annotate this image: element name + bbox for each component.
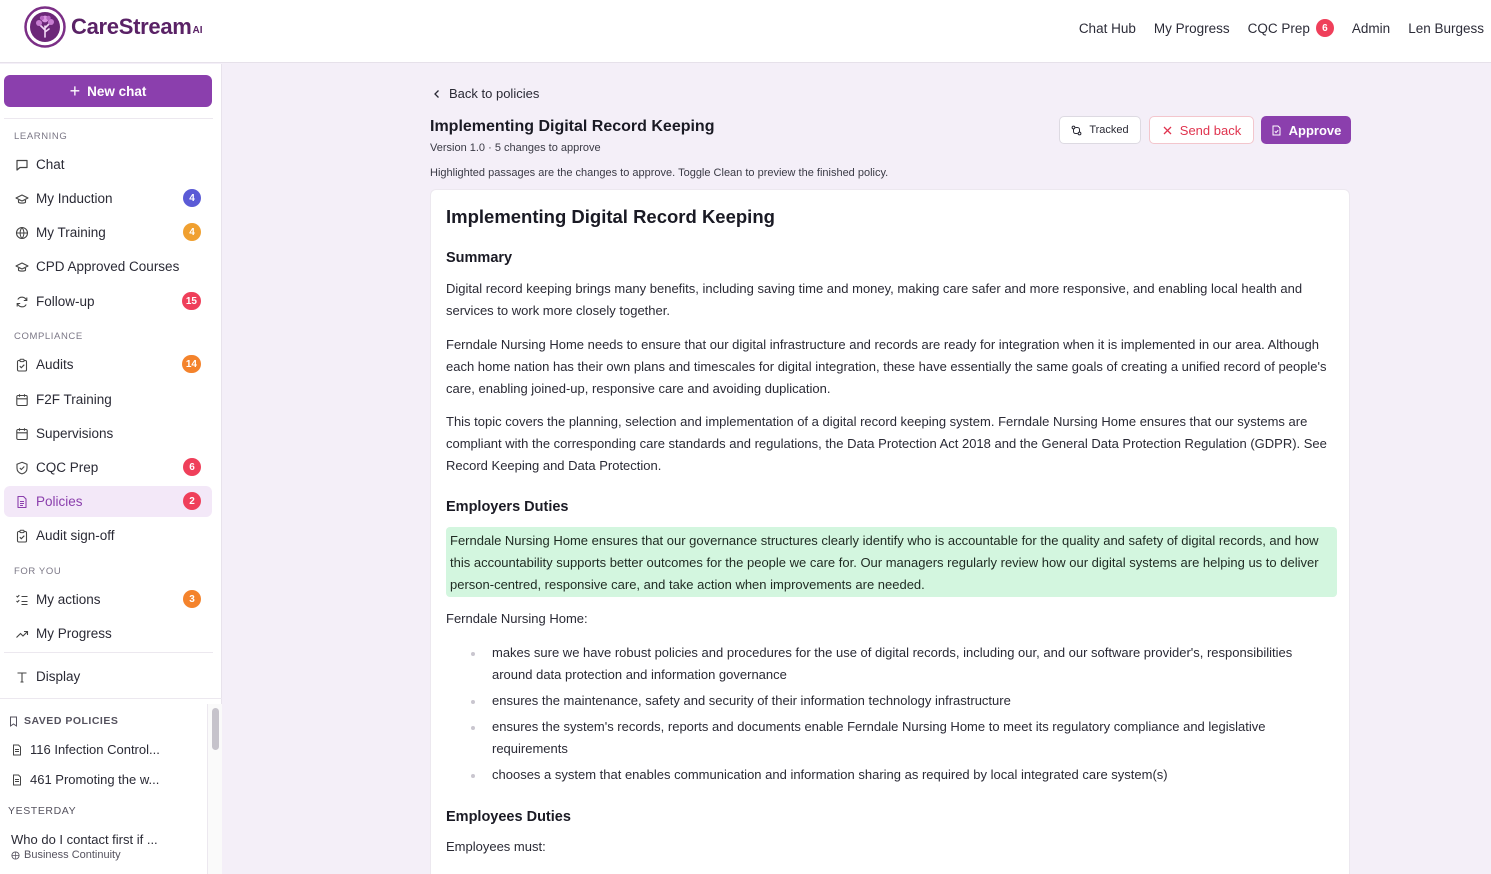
nav-cqc-prep-label: CQC Prep bbox=[1247, 20, 1310, 36]
employer-intro: Ferndale Nursing Home: bbox=[446, 611, 588, 626]
nav-chat-hub[interactable]: Chat Hub bbox=[1078, 20, 1136, 36]
chat-history-category bbox=[11, 849, 158, 861]
shield-check-icon bbox=[15, 461, 29, 475]
saved-policies-heading bbox=[8, 715, 118, 727]
chat-history-category-label: Business Continuity bbox=[24, 849, 121, 861]
list-checks-icon bbox=[15, 593, 29, 607]
document-title: Implementing Digital Record Keeping bbox=[446, 206, 775, 227]
actions-count-badge: 3 bbox=[183, 590, 201, 608]
summary-paragraph: Digital record keeping brings many benefits, including saving time and money, making care safer and more responsive, and enabling local health and services to work more closely together. bbox=[446, 281, 1303, 318]
training-count-badge: 4 bbox=[183, 223, 201, 241]
sidebar-item-label: F2F Training bbox=[36, 392, 112, 407]
clipboard-check-icon bbox=[15, 358, 29, 372]
sidebar-item-label: Supervisions bbox=[36, 426, 114, 441]
follow-up-count-badge: 15 bbox=[182, 292, 201, 310]
send-back-button[interactable] bbox=[1149, 116, 1254, 144]
sidebar-item-label: Policies bbox=[36, 494, 83, 509]
audits-count-badge: 14 bbox=[182, 355, 201, 373]
sidebar-item-label: My Training bbox=[36, 225, 106, 240]
graduation-cap-icon bbox=[15, 192, 29, 206]
sidebar-item-label: Follow-up bbox=[36, 294, 95, 309]
sidebar-item-label: Audit sign-off bbox=[36, 528, 115, 543]
version-info: Version 1.0 · 5 changes to approve bbox=[430, 142, 601, 154]
sidebar-item-policies[interactable] bbox=[4, 486, 212, 517]
list-item: makes sure we have robust policies and procedures for the use of digital records, including our, and our software provider's, responsibilities around data protection and information governance bbox=[471, 642, 1331, 686]
tracked-label: Tracked bbox=[1089, 124, 1129, 136]
employer-duties-list bbox=[471, 642, 1331, 790]
section-learning: LEARNING bbox=[14, 131, 68, 142]
policy-document bbox=[430, 189, 1350, 874]
sidebar-item-chat[interactable] bbox=[4, 149, 212, 180]
trending-up-icon bbox=[15, 627, 29, 641]
back-link-label: Back to policies bbox=[449, 86, 540, 101]
tracked-toggle-button[interactable] bbox=[1059, 116, 1141, 144]
policies-count-badge: 2 bbox=[183, 492, 201, 510]
summary-heading: Summary bbox=[446, 250, 513, 266]
summary-paragraph: This topic covers the planning, selection and implementation of a digital record keeping system. Ferndale Nursing Home ensures that our systems are compliant with the corresponding care standards and regulations, the Data Protection Act 2018 and the General Data Protection Regulation (GDPR). See Record Keeping and Data Protection. bbox=[446, 414, 1327, 473]
git-compare-icon bbox=[1071, 125, 1082, 136]
sidebar-item-display[interactable] bbox=[4, 661, 212, 692]
sidebar-item-audit-signoff[interactable] bbox=[4, 520, 212, 551]
sidebar-divider bbox=[4, 652, 213, 653]
sidebar-divider bbox=[4, 118, 213, 119]
sidebar-item-label: Audits bbox=[36, 357, 74, 372]
employees-duties-heading: Employees Duties bbox=[446, 809, 571, 825]
brand-logo[interactable] bbox=[24, 6, 203, 48]
sidebar-item-label: My Progress bbox=[36, 626, 112, 641]
calendar-icon bbox=[15, 393, 29, 407]
sidebar-item-audits[interactable] bbox=[4, 349, 212, 380]
file-text-icon bbox=[11, 744, 23, 756]
induction-count-badge: 4 bbox=[183, 189, 201, 207]
new-chat-label: New chat bbox=[87, 83, 147, 99]
brand-suffix: AI bbox=[192, 24, 203, 36]
approve-label: Approve bbox=[1288, 122, 1342, 138]
employers-duties-heading: Employers Duties bbox=[446, 499, 569, 515]
cqc-prep-count-badge: 6 bbox=[183, 458, 201, 476]
sidebar-item-cqc-prep[interactable] bbox=[4, 452, 212, 483]
nav-admin[interactable]: Admin bbox=[1351, 20, 1391, 36]
chevron-left-icon bbox=[432, 89, 442, 99]
sidebar-item-label: CPD Approved Courses bbox=[36, 259, 180, 274]
brand-name: CareStream bbox=[71, 14, 192, 39]
bookmark-icon bbox=[8, 716, 19, 727]
section-compliance: COMPLIANCE bbox=[14, 331, 83, 342]
graduation-cap-icon bbox=[15, 260, 29, 274]
file-check-icon bbox=[1271, 125, 1282, 136]
sidebar-item-cpd-courses[interactable] bbox=[4, 251, 212, 282]
saved-policies-label: SAVED POLICIES bbox=[24, 715, 119, 727]
sidebar-item-my-progress[interactable] bbox=[4, 618, 212, 649]
sidebar-item-label: Chat bbox=[36, 157, 65, 172]
sidebar-item-my-training[interactable] bbox=[4, 217, 212, 248]
top-bar bbox=[0, 0, 1491, 63]
sidebar-item-my-induction[interactable] bbox=[4, 183, 212, 214]
review-hint: Highlighted passages are the changes to approve. Toggle Clean to preview the finished policy. bbox=[430, 167, 889, 179]
nav-cqc-prep-badge: 6 bbox=[1316, 19, 1334, 37]
file-text-icon bbox=[11, 774, 23, 786]
globe-icon bbox=[15, 226, 29, 240]
refresh-icon bbox=[15, 295, 29, 309]
nav-cqc-prep[interactable] bbox=[1248, 19, 1334, 37]
sidebar bbox=[0, 64, 222, 874]
sidebar-item-label: My Induction bbox=[36, 191, 113, 206]
section-for-you: FOR YOU bbox=[14, 566, 62, 577]
globe-icon bbox=[11, 851, 20, 860]
nav-my-progress[interactable]: My Progress bbox=[1153, 20, 1230, 36]
top-navigation bbox=[1079, 0, 1484, 56]
page-title: Implementing Digital Record Keeping bbox=[430, 118, 715, 135]
sidebar-item-label: My actions bbox=[36, 592, 101, 607]
chat-history-question: Who do I contact first if ... bbox=[11, 832, 158, 847]
sidebar-item-supervisions[interactable] bbox=[4, 418, 212, 449]
file-text-icon bbox=[15, 495, 29, 509]
saved-policy-label: 116 Infection Control... bbox=[30, 742, 160, 757]
saved-policy-label: 461 Promoting the w... bbox=[30, 772, 160, 787]
user-menu[interactable]: Len Burgess bbox=[1408, 20, 1484, 36]
sidebar-scrollbar-thumb[interactable] bbox=[212, 708, 219, 750]
highlighted-change[interactable]: Ferndale Nursing Home ensures that our governance structures clearly identify who is accountable for the quality and safety of digital records, and how this accountability supports better outcomes for the people we care for. Our managers regularly review how our digital systems are helping us to deliver person-centred, responsive care, and take action when improvements are needed. bbox=[446, 527, 1337, 597]
sidebar-item-my-actions[interactable] bbox=[4, 584, 212, 615]
sidebar-item-label: CQC Prep bbox=[36, 460, 99, 475]
type-icon bbox=[15, 670, 29, 684]
new-chat-button[interactable] bbox=[4, 75, 212, 107]
message-square-icon bbox=[15, 158, 29, 172]
logo-mark-icon bbox=[24, 6, 66, 48]
close-icon bbox=[1162, 125, 1173, 136]
send-back-label: Send back bbox=[1179, 122, 1242, 138]
list-item: ensures the maintenance, safety and security of their information technology infrastructure bbox=[471, 690, 1331, 712]
sidebar-item-follow-up[interactable] bbox=[4, 286, 212, 317]
yesterday-heading: YESTERDAY bbox=[8, 805, 77, 817]
list-item: chooses a system that enables communication and information sharing as required by local integrated care system(s) bbox=[471, 764, 1331, 786]
sidebar-divider bbox=[0, 698, 222, 699]
clipboard-check-icon bbox=[15, 529, 29, 543]
employees-intro: Employees must: bbox=[446, 839, 546, 854]
calendar-icon bbox=[15, 427, 29, 441]
sidebar-scrollbar[interactable] bbox=[207, 704, 222, 874]
approve-button[interactable] bbox=[1261, 116, 1351, 144]
saved-policy-item[interactable] bbox=[11, 742, 160, 757]
sidebar-item-f2f-training[interactable] bbox=[4, 384, 212, 415]
list-item: ensures the system's records, reports and documents enable Ferndale Nursing Home to meet its regulatory compliance and legislative requirements bbox=[471, 716, 1331, 760]
saved-policy-item[interactable] bbox=[11, 772, 159, 787]
back-to-policies-link[interactable] bbox=[432, 86, 539, 101]
summary-paragraph: Ferndale Nursing Home needs to ensure that our digital infrastructure and records are ready for integration when it is implemented in our area. Although each home nation has their own plans and timescales for digital integration, these have essentially the same goals of creating a unified record of people's care, enabling joined-up, responsive care and avoiding duplication. bbox=[446, 337, 1327, 396]
sidebar-item-label: Display bbox=[36, 669, 81, 684]
chat-history-item[interactable] bbox=[11, 832, 158, 861]
plus-icon: + bbox=[69, 81, 81, 101]
